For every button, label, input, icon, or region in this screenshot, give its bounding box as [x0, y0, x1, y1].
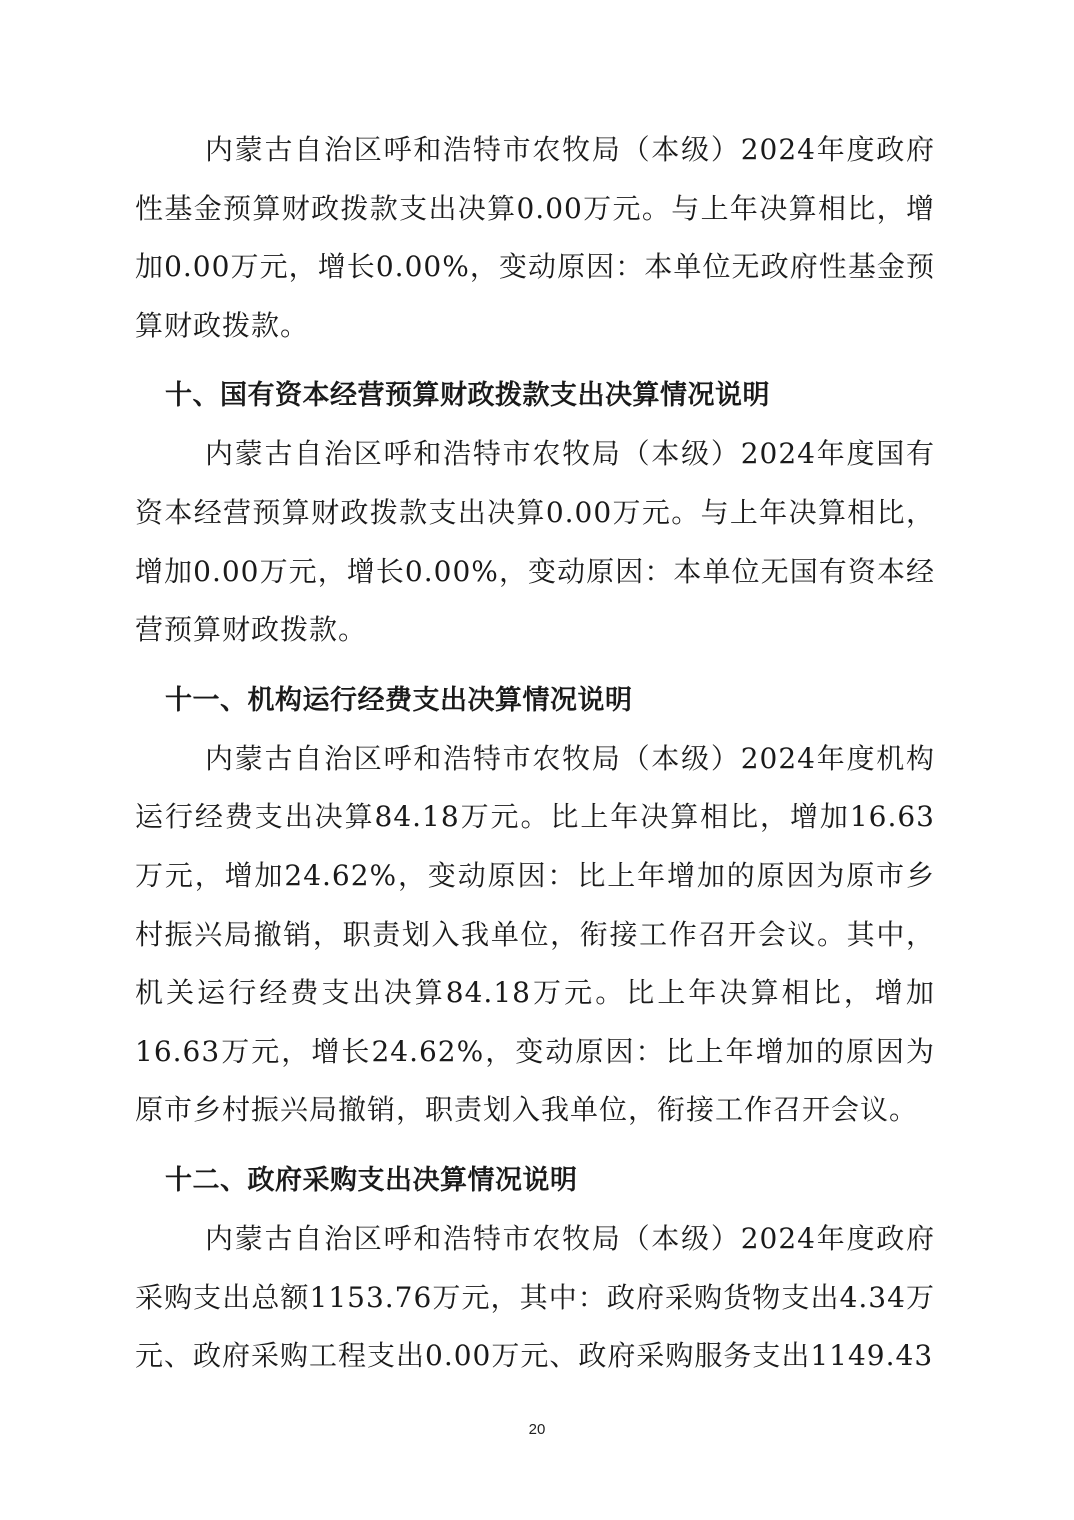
section-heading-state-capital: 十、国有资本经营预算财政拨款支出决算情况说明 — [165, 380, 770, 412]
paragraph-state-capital: 内蒙古自治区呼和浩特市农牧局（本级）2024年度国有资本经营预算财政拨款支出决算0.00万元。与上年决算相比，增加0.00万元，增长0.00%，变动原因：本单位无国有资本经营预算财政拨款。 — [135, 437, 935, 647]
paragraph-operating-expenses: 内蒙古自治区呼和浩特市农牧局（本级）2024年度机构运行经费支出决算84.18万元。比上年决算相比，增加16.63万元，增加24.62%，变动原因：比上年增加的原因为原市乡村振兴局撤销，职责划入我单位，衔接工作召开会议。其中，机关运行经费支出决算84.18万元。比上年决算相比，增加16.63万元，增长24.62%，变动原因：比上年增加的原因为原市乡村振兴局撤销，职责划入我单位，衔接工作召开会议。 — [135, 741, 935, 1127]
page-number: 20 — [528, 1421, 546, 1438]
page-content — [135, 121, 935, 1386]
section-heading-procurement: 十二、政府采购支出决算情况说明 — [165, 1164, 578, 1196]
paragraph-procurement: 内蒙古自治区呼和浩特市农牧局（本级）2024年度政府采购支出总额1153.76万元，其中：政府采购货物支出4.34万元、政府采购工程支出0.00万元、政府采购服务支出1149.43 — [135, 1221, 935, 1373]
paragraph-government-fund-budget: 内蒙古自治区呼和浩特市农牧局（本级）2024年度政府性基金预算财政拨款支出决算0.00万元。与上年决算相比，增加0.00万元，增长0.00%，变动原因：本单位无政府性基金预算财政拨款。 — [135, 133, 935, 342]
section-heading-operating-expenses: 十一、机构运行经费支出决算情况说明 — [165, 684, 633, 716]
